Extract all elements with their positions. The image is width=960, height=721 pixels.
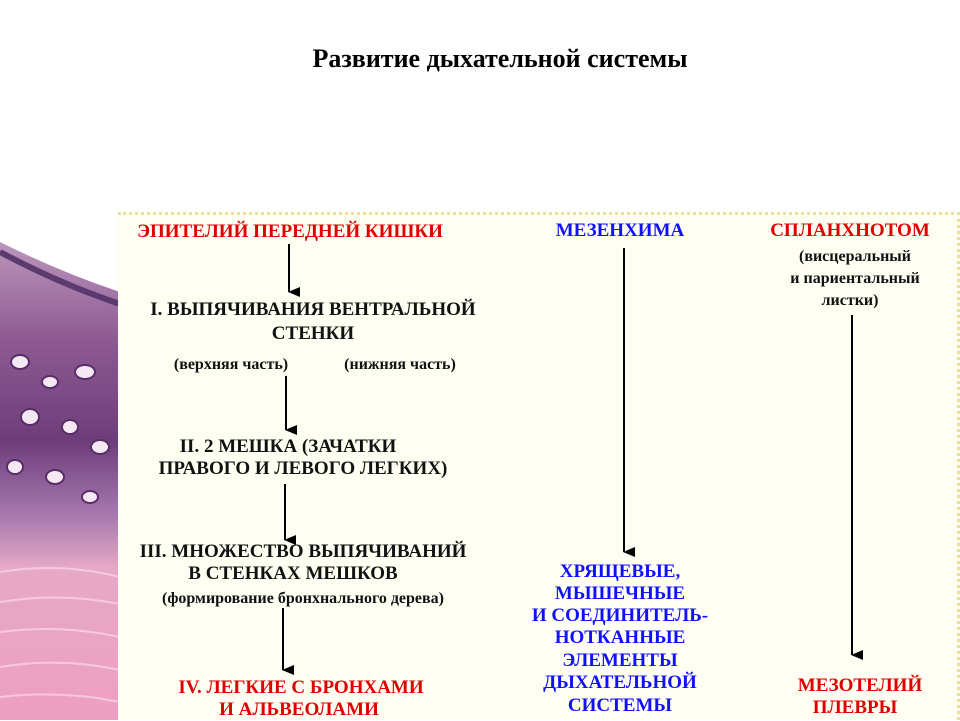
step4-line2: И АЛЬВЕОЛАМИ bbox=[219, 699, 379, 720]
step1-sub-lower: (нижняя часть) bbox=[344, 356, 456, 373]
mesenchyme-header: МЕЗЕНХИМА bbox=[555, 220, 685, 241]
epithelium-header: ЭПИТЕЛИЙ ПЕРЕДНЕЙ КИШКИ bbox=[137, 221, 443, 242]
mesothelium-line2: ПЛЕВРЫ bbox=[812, 697, 898, 718]
step1-line1: I. ВЫПЯЧИВАНИЯ ВЕНТРАЛЬНОЙ bbox=[150, 299, 476, 320]
mesenchyme-result-2: МЫШЕЧНЫЕ bbox=[554, 583, 686, 604]
mesothelium-line1: МЕЗОТЕЛИЙ bbox=[797, 675, 923, 696]
step2-line2: ПРАВОГО И ЛЕВОГО ЛЕГКИХ) bbox=[158, 458, 448, 479]
step3-line2: В СТЕНКАХ МЕШКОВ bbox=[188, 563, 398, 584]
splanchnotome-sub-1: (висцеральный bbox=[798, 248, 911, 265]
mesenchyme-result-1: ХРЯЩЕВЫЕ, bbox=[559, 561, 681, 582]
splanchnotome-sub-3: листки) bbox=[821, 292, 879, 309]
mesenchyme-result-7: СИСТЕМЫ bbox=[567, 695, 673, 716]
splanchnotome-sub-2: и париентальный bbox=[790, 270, 920, 287]
mesenchyme-result-5: ЭЛЕМЕНТЫ bbox=[562, 650, 678, 671]
step1-line2: СТЕНКИ bbox=[271, 323, 355, 344]
slide-title: Развитие дыхательной системы bbox=[312, 44, 688, 73]
step3-line3: (формирование бронхнального дерева) bbox=[161, 590, 444, 607]
mesenchyme-result-3: И СОЕДИНИТЕЛЬ- bbox=[531, 605, 709, 626]
step1-sub-upper: (верхняя часть) bbox=[173, 356, 289, 373]
step2-line1: II. 2 МЕШКА (ЗАЧАТКИ bbox=[179, 436, 397, 457]
mesenchyme-result-4: НОТКАННЫЕ bbox=[554, 627, 686, 648]
splanchnotome-header: СПЛАНХНОТОМ bbox=[770, 220, 930, 241]
mesenchyme-result-6: ДЫХАТЕЛЬНОЙ bbox=[543, 672, 697, 693]
step4-line1: IV. ЛЕГКИЕ С БРОНХАМИ bbox=[178, 677, 424, 698]
step3-line1: III. МНОЖЕСТВО ВЫПЯЧИВАНИЙ bbox=[139, 541, 467, 562]
